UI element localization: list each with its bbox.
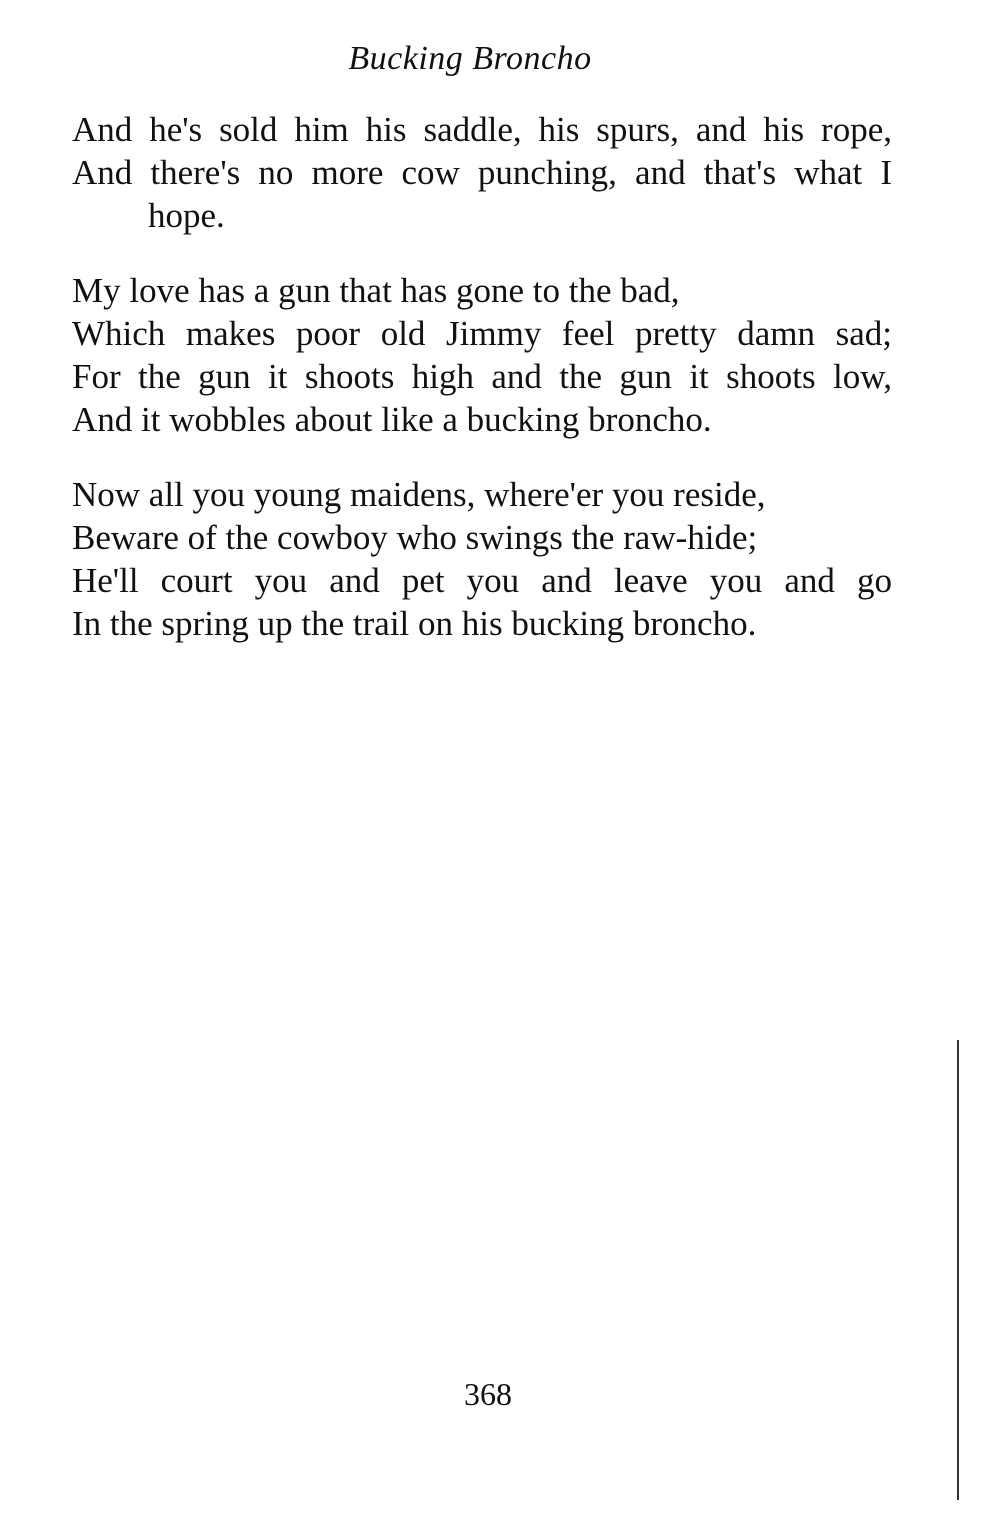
running-head: Bucking Broncho [348,40,592,77]
verse-line: Beware of the cowboy who swings the raw-hide; [72,518,758,557]
stanza-2 [72,269,892,441]
scan-edge-line [957,1040,959,1500]
verse-line: He'll court you and pet you and leave you and go [72,561,892,600]
verse-line-continuation: hope. [148,196,225,235]
verse-line: Which makes poor old Jimmy feel pretty damn sad; [72,314,892,353]
verse-line: My love has a gun that has gone to the bad, [72,271,680,310]
page-number: 368 [464,1376,512,1412]
verse-line: And there's no more cow punching, and that's what I [72,153,892,192]
verse-line: Now all you young maidens, where'er you reside, [72,475,766,514]
poem-body [72,108,892,677]
verse-line: And it wobbles about like a bucking broncho. [72,400,712,439]
stanza-3 [72,473,892,645]
stanza-1 [72,108,892,237]
verse-line: In the spring up the trail on his bucking broncho. [72,604,757,643]
verse-line: And he's sold him his saddle, his spurs, and his rope, [72,110,892,149]
verse-line: For the gun it shoots high and the gun it shoots low, [72,357,892,396]
